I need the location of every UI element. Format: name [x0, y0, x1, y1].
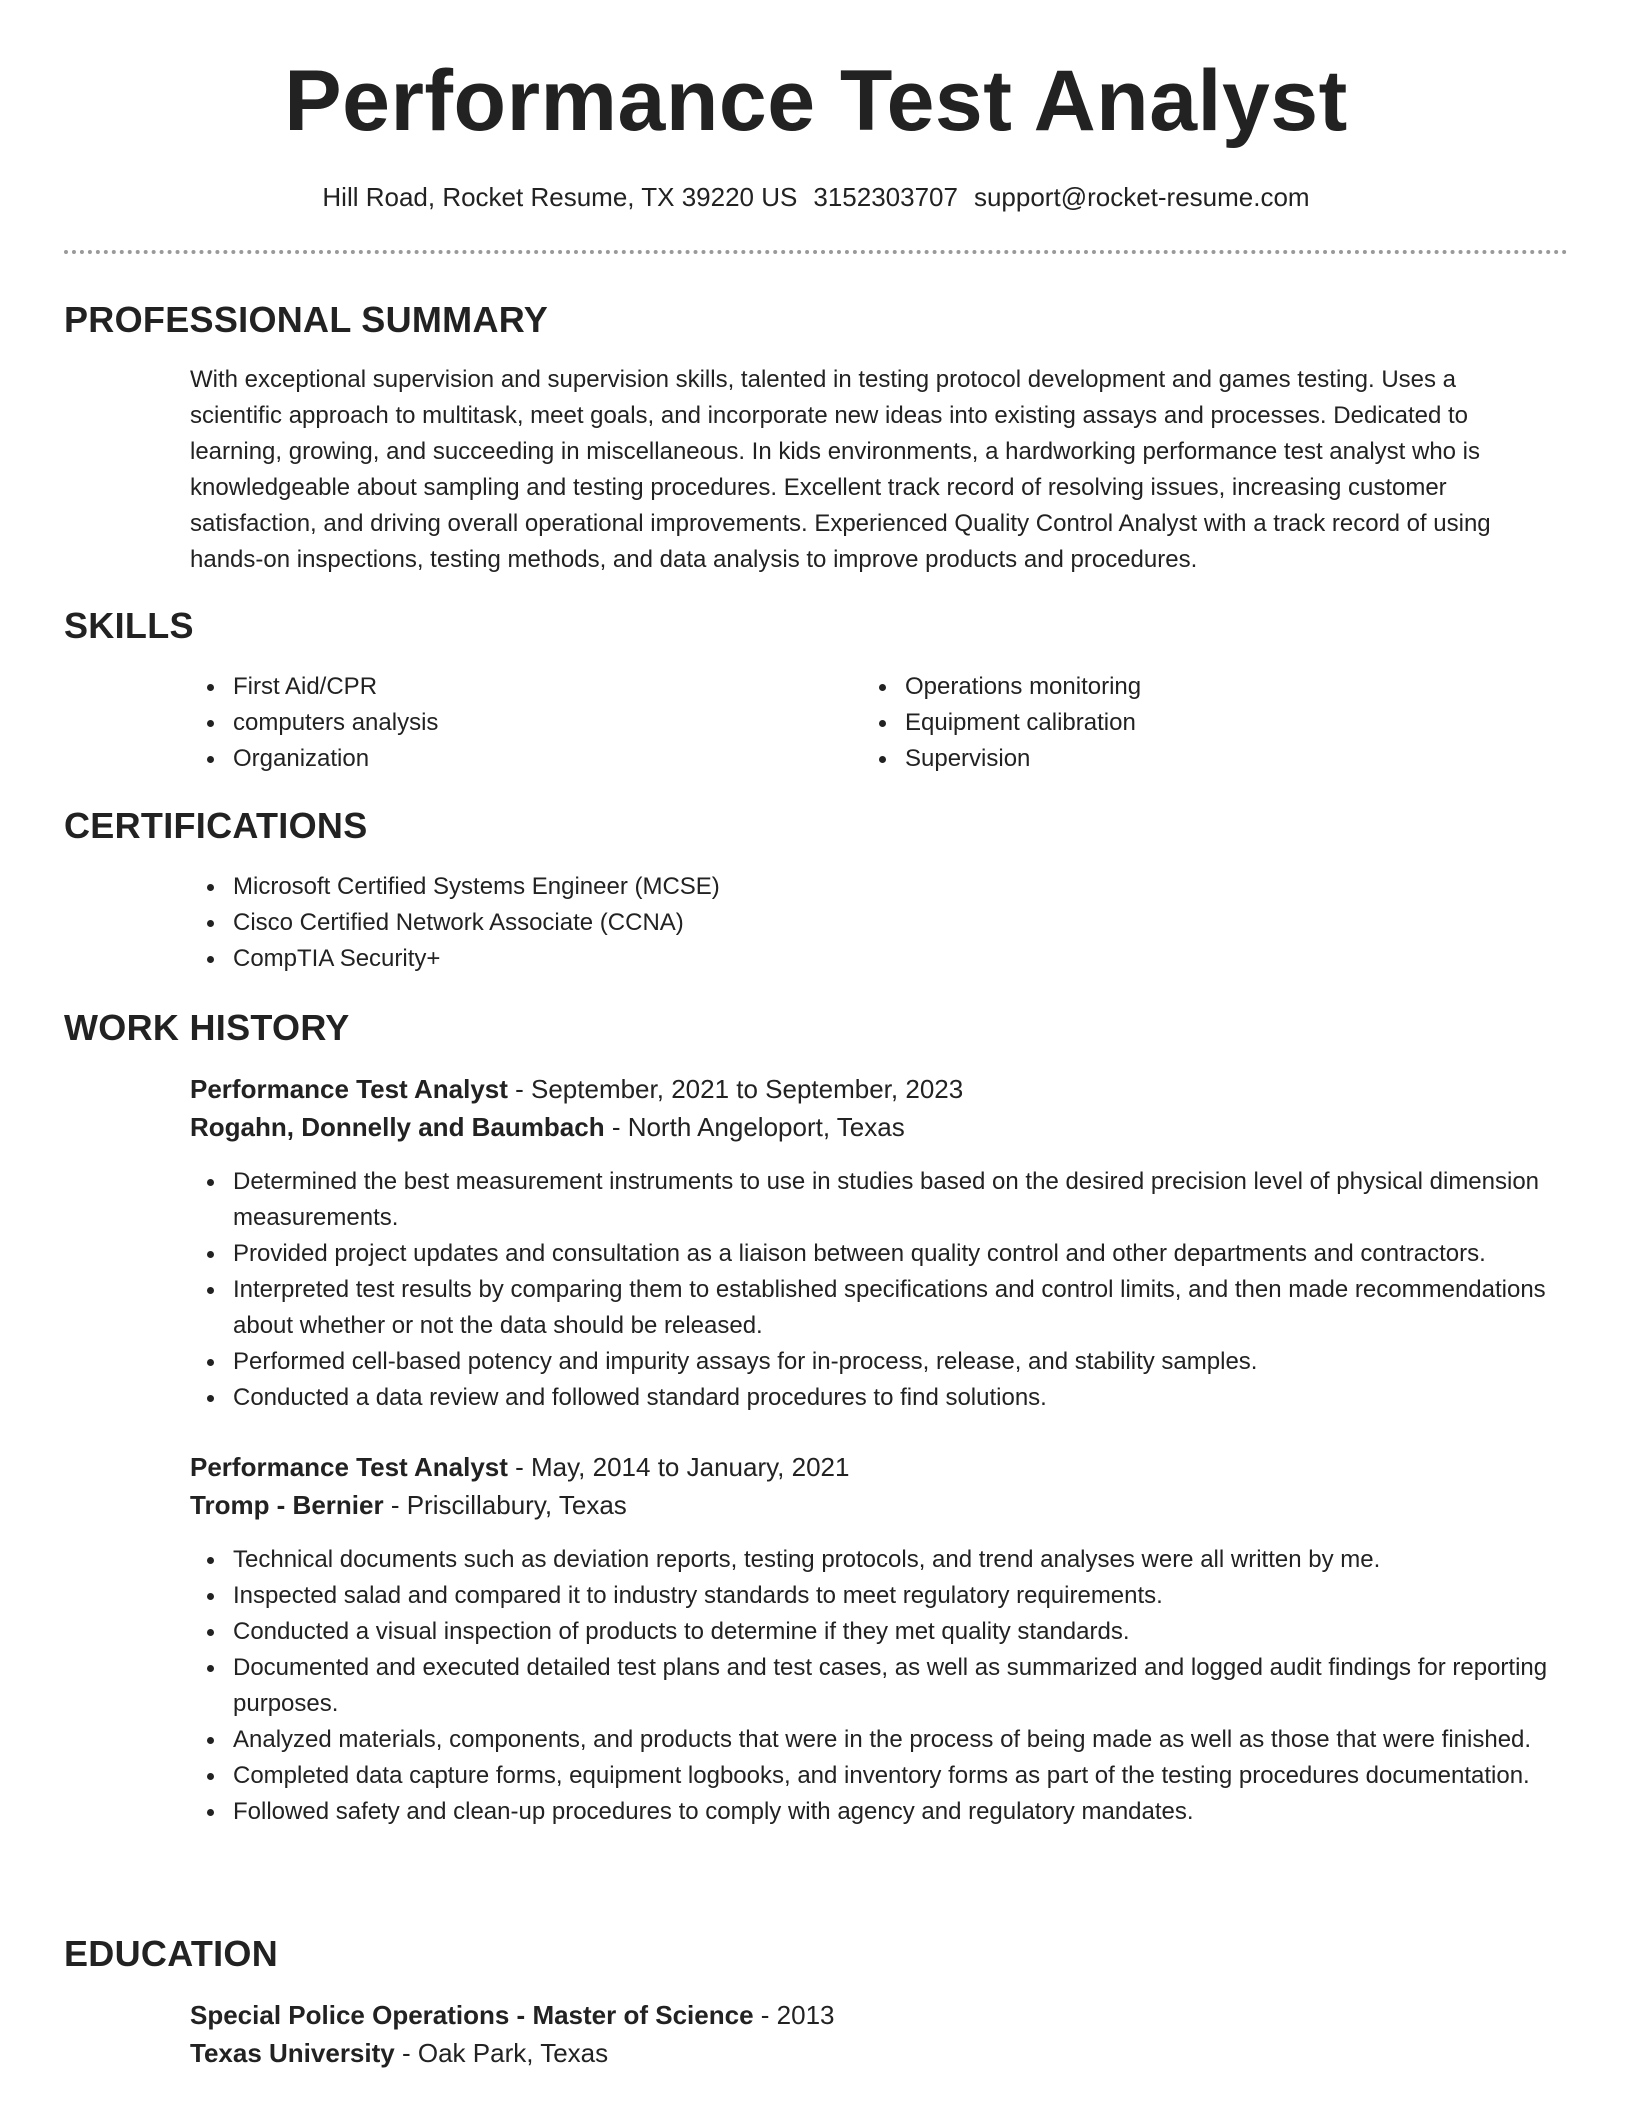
section-title-skills: SKILLS: [64, 605, 194, 646]
skills-list-right: [862, 669, 1502, 777]
job-bullet: Provided project updates and consultation as a liaison between quality control and other departments and contractors.: [190, 1236, 1550, 1272]
certification-item: Microsoft Certified Systems Engineer (MCSE): [190, 869, 1550, 905]
job-bullet: Inspected salad and compared it to industry standards to meet regulatory requirements.: [190, 1578, 1550, 1614]
job-dates: - May, 2014 to January, 2021: [507, 1452, 850, 1482]
job-bullet: Conducted a visual inspection of products to determine if they met quality standards.: [190, 1614, 1550, 1650]
contact-email: support@rocket-resume.com: [973, 182, 1310, 212]
skill-item: Operations monitoring: [862, 669, 1502, 705]
section-title-certifications: CERTIFICATIONS: [64, 805, 368, 846]
education-degree: Special Police Operations - Master of Science: [190, 2000, 754, 2030]
job-bullet: Followed safety and clean-up procedures to comply with agency and regulatory mandates.: [190, 1794, 1550, 1830]
job-company: Tromp - Bernier: [190, 1490, 384, 1520]
job-company-line: [190, 1109, 905, 1145]
job-title-line: [190, 1449, 849, 1485]
education-year: - 2013: [753, 2000, 835, 2030]
contact-phone: 3152303707: [813, 182, 958, 212]
contact-line: [0, 184, 1632, 210]
certification-item: CompTIA Security+: [190, 941, 1550, 977]
skill-item: Equipment calibration: [862, 705, 1502, 741]
education-degree-line: [190, 1997, 835, 2033]
certification-item: Cisco Certified Network Associate (CCNA): [190, 905, 1550, 941]
certifications-list: [190, 869, 1550, 977]
job-location: - North Angeloport, Texas: [604, 1112, 905, 1142]
section-title-education: EDUCATION: [64, 1933, 279, 1974]
summary-text: With exceptional supervision and supervision skills, talented in testing protocol development and games testing. Uses a scientific approach to multitask, meet goals, and incorporate new ideas into existing assays and processes. Dedicated to learning, growing, and succeeding in miscellaneous. In kids environments, a hardworking performance test analyst who is knowledgeable about sampling and testing procedures. Excellent track record of resolving issues, increasing customer satisfaction, and driving overall operational improvements. Experienced Quality Control Analyst with a track record of using hands-on inspections, testing methods, and data analysis to improve products and procedures.: [190, 366, 1491, 573]
job-dates: - September, 2021 to September, 2023: [507, 1074, 964, 1104]
section-title-summary: PROFESSIONAL SUMMARY: [64, 299, 549, 340]
education-school: Texas University: [190, 2038, 395, 2068]
job-bullet: Conducted a data review and followed standard procedures to find solutions.: [190, 1380, 1550, 1416]
job-bullet: Documented and executed detailed test plans and test cases, as well as summarized and logged audit findings for reporting purposes.: [190, 1650, 1550, 1722]
resume-name: Performance Test Analyst: [284, 53, 1348, 149]
job-role: Performance Test Analyst: [190, 1452, 508, 1482]
education-school-line: [190, 2035, 608, 2071]
job-bullets: [190, 1164, 1550, 1416]
job-company-line: [190, 1487, 627, 1523]
skill-item: computers analysis: [190, 705, 830, 741]
job-bullets: [190, 1542, 1550, 1830]
job-bullet: Completed data capture forms, equipment logbooks, and inventory forms as part of the testing procedures documentation.: [190, 1758, 1550, 1794]
job-location: - Priscillabury, Texas: [383, 1490, 627, 1520]
header-divider: [64, 250, 1568, 254]
contact-address: Hill Road, Rocket Resume, TX 39220 US: [322, 182, 798, 212]
section-title-work-history: WORK HISTORY: [64, 1007, 350, 1048]
job-bullet: Technical documents such as deviation reports, testing protocols, and trend analyses were all written by me.: [190, 1542, 1550, 1578]
job-bullet: Analyzed materials, components, and products that were in the process of being made as well as those that were finished.: [190, 1722, 1550, 1758]
education-location: - Oak Park, Texas: [394, 2038, 609, 2068]
job-bullet: Performed cell-based potency and impurity assays for in-process, release, and stability samples.: [190, 1344, 1550, 1380]
job-bullet: Interpreted test results by comparing them to established specifications and control limits, and then made recommendations about whether or not the data should be released.: [190, 1272, 1550, 1344]
job-bullet: Determined the best measurement instruments to use in studies based on the desired precision level of physical dimension measurements.: [190, 1164, 1550, 1236]
job-title-line: [190, 1071, 963, 1107]
skill-item: Organization: [190, 741, 830, 777]
skill-item: Supervision: [862, 741, 1502, 777]
skills-list-left: [190, 669, 830, 777]
skill-item: First Aid/CPR: [190, 669, 830, 705]
job-company: Rogahn, Donnelly and Baumbach: [190, 1112, 605, 1142]
job-role: Performance Test Analyst: [190, 1074, 508, 1104]
